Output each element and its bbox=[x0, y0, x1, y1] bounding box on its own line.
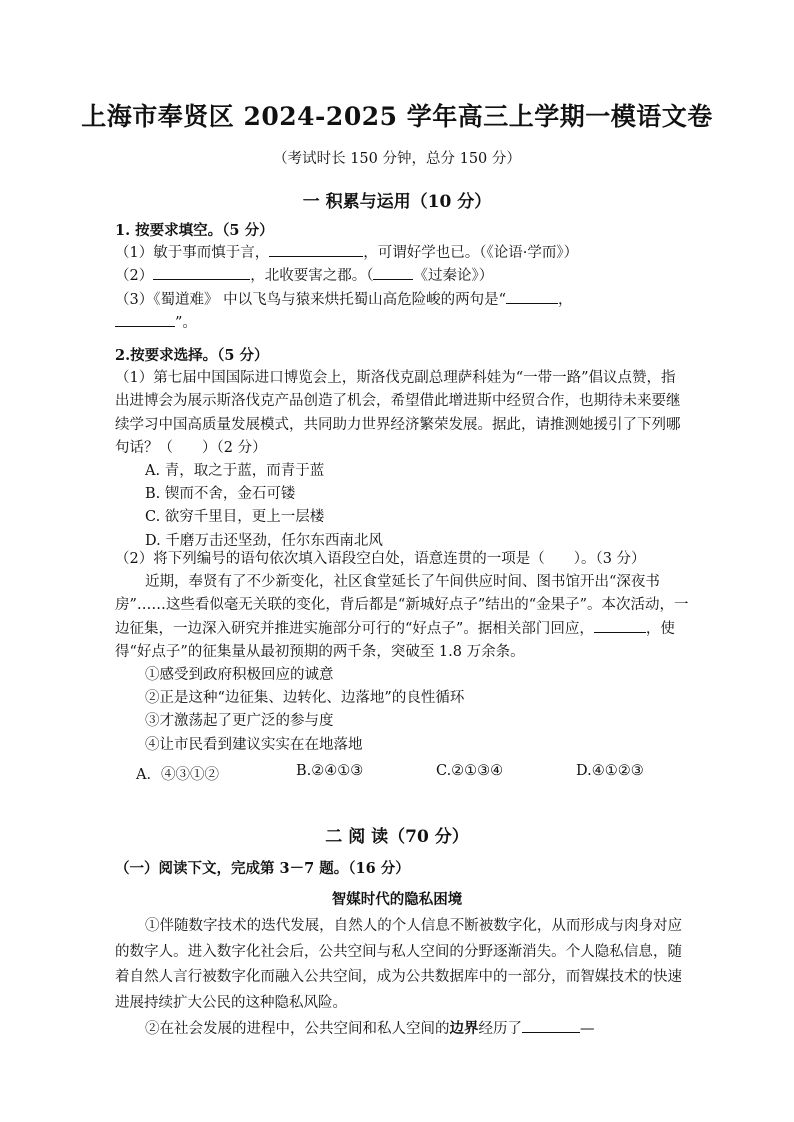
question-1-line-2 bbox=[115, 265, 690, 288]
question-1-line-4 bbox=[115, 312, 690, 335]
q1-line2-text-a: （2） bbox=[115, 268, 154, 285]
choice-c: C.②①③④ bbox=[436, 763, 504, 779]
answer-blank bbox=[506, 289, 558, 304]
paragraph-2-text-c: — bbox=[580, 1021, 595, 1037]
answer-blank bbox=[115, 312, 175, 327]
answer-blank bbox=[373, 265, 413, 280]
question-2-heading: 2.按要求选择。（5 分） bbox=[115, 347, 269, 364]
answer-blank bbox=[594, 618, 646, 633]
reading-heading: （一）阅读下文，完成第 3－7 题。（16 分） bbox=[115, 860, 410, 877]
question-1 bbox=[115, 219, 690, 335]
choice-d: D.④①②③ bbox=[576, 763, 644, 779]
answer-blank bbox=[269, 242, 363, 257]
question-2-part-1-text: （1）第七届中国国际进口博览会上，斯洛伐克副总理萨科娃为“一带一路”倡议点赞，指出进博会为展示斯洛伐克产品创造了机会，希望借此增进斯中经贸合作，也期待未来要继续学习中国高质量发展模式，共同助力世界经济繁荣发展。据此，请推测她援引了下列哪句话？（ ）（2 分） bbox=[115, 370, 681, 456]
choice-a: A．④③①② bbox=[136, 767, 219, 783]
question-2-part-2-heading: （2）将下列编号的语句依次填入语段空白处，语意连贯的一项是（ ）。（3 分） bbox=[115, 551, 646, 567]
article-paragraph-2 bbox=[115, 1016, 682, 1043]
passage-text-a: 近期，奉贤有了不少新变化，社区食堂延长了午间供应时间、图书馆开出“深夜书房”……这些看似毫无关联的变化，背后都是“新城好点子”结出的“金果子”。本次活动，一边征集，一边深入研究并推进实施部分可行的“好点子”。据相关部门回应， bbox=[115, 574, 689, 637]
paragraph-2-text-a: ②在社会发展的进程中，公共空间和私人空间的 bbox=[145, 1021, 450, 1037]
passage-text-b: ，使得“好点子”的征集量从最初预期的两千条，突破至 1.8 万余条。 bbox=[115, 620, 675, 660]
article-title: 智媒时代的隐私困境 bbox=[331, 891, 463, 908]
section-2-heading: 二 阅 读（70 分） bbox=[325, 827, 469, 847]
choice-b: B.②④①③ bbox=[296, 763, 364, 779]
question-2-passage bbox=[115, 571, 690, 664]
section-1-heading: 一 积累与运用（10 分） bbox=[302, 192, 492, 212]
paragraph-2-text-b: 经历了 bbox=[478, 1021, 522, 1037]
question-2-part-2 bbox=[115, 548, 690, 757]
option-b: B. 锲而不舍，金石可镂 bbox=[145, 486, 296, 503]
answer-blank bbox=[522, 1018, 580, 1033]
question-1-heading: 1. 按要求填空。（5 分） bbox=[115, 222, 274, 239]
q1-line2-text-b: ，北收要害之郡。（ bbox=[250, 268, 374, 285]
q1-line3-text-a: （3）《蜀道难》 中以飞鸟与猿来烘托蜀山高危险峻的两句是“ bbox=[115, 291, 506, 308]
q1-line4-text: ”。 bbox=[175, 314, 197, 331]
question-1-line-3 bbox=[115, 289, 690, 312]
option-a: A. 青，取之于蓝，而青于蓝 bbox=[145, 463, 325, 480]
q1-line3-text-b: ， bbox=[558, 291, 573, 308]
article-paragraph-1: ①伴随数字技术的迭代发展，自然人的个人信息不断被数字化，从而形成与肉身对应的数字人。进入数字化社会后，公共空间与私人空间的分野逐渐消失。个人隐私信息，随着自然人言行被数字化而融入公共空间，成为公共数据库中的一部分，而智媒技术的快速进展持续扩大公民的这种隐私风险。 bbox=[115, 918, 682, 1011]
q1-line1-text-a: （1）敏于事而慎于言， bbox=[115, 245, 270, 262]
sentence-item-4: ④让市民看到建议实实在在地落地 bbox=[145, 736, 363, 753]
article-body bbox=[115, 914, 682, 1043]
sentence-item-3: ③才激荡起了更广泛的参与度 bbox=[145, 713, 334, 730]
question-2 bbox=[115, 344, 690, 553]
answer-blank bbox=[153, 265, 250, 280]
q1-line1-text-b: ，可谓好学也已。（《论语·学而》） bbox=[363, 245, 579, 262]
paragraph-2-bold-term: 边界 bbox=[449, 1020, 479, 1037]
question-1-line-1 bbox=[115, 242, 690, 265]
sentence-item-2: ②正是这种“边征集、边转化、边落地”的良性循环 bbox=[145, 690, 465, 707]
option-c: C. 欲穷千里目，更上一层楼 bbox=[145, 509, 325, 526]
q1-line2-text-c: 《过秦论》） bbox=[413, 268, 494, 285]
option-d: D. 千磨万击还坚劲，任尔东西南北风 bbox=[145, 532, 383, 549]
sentence-item-1: ①感受到政府积极回应的诚意 bbox=[145, 667, 334, 684]
answer-choices bbox=[136, 763, 696, 784]
exam-subtitle: （考试时长 150 分钟，总分 150 分） bbox=[273, 151, 521, 167]
exam-title: 上海市奉贤区 2024-2025 学年高三上学期一模语文卷 bbox=[81, 102, 713, 131]
